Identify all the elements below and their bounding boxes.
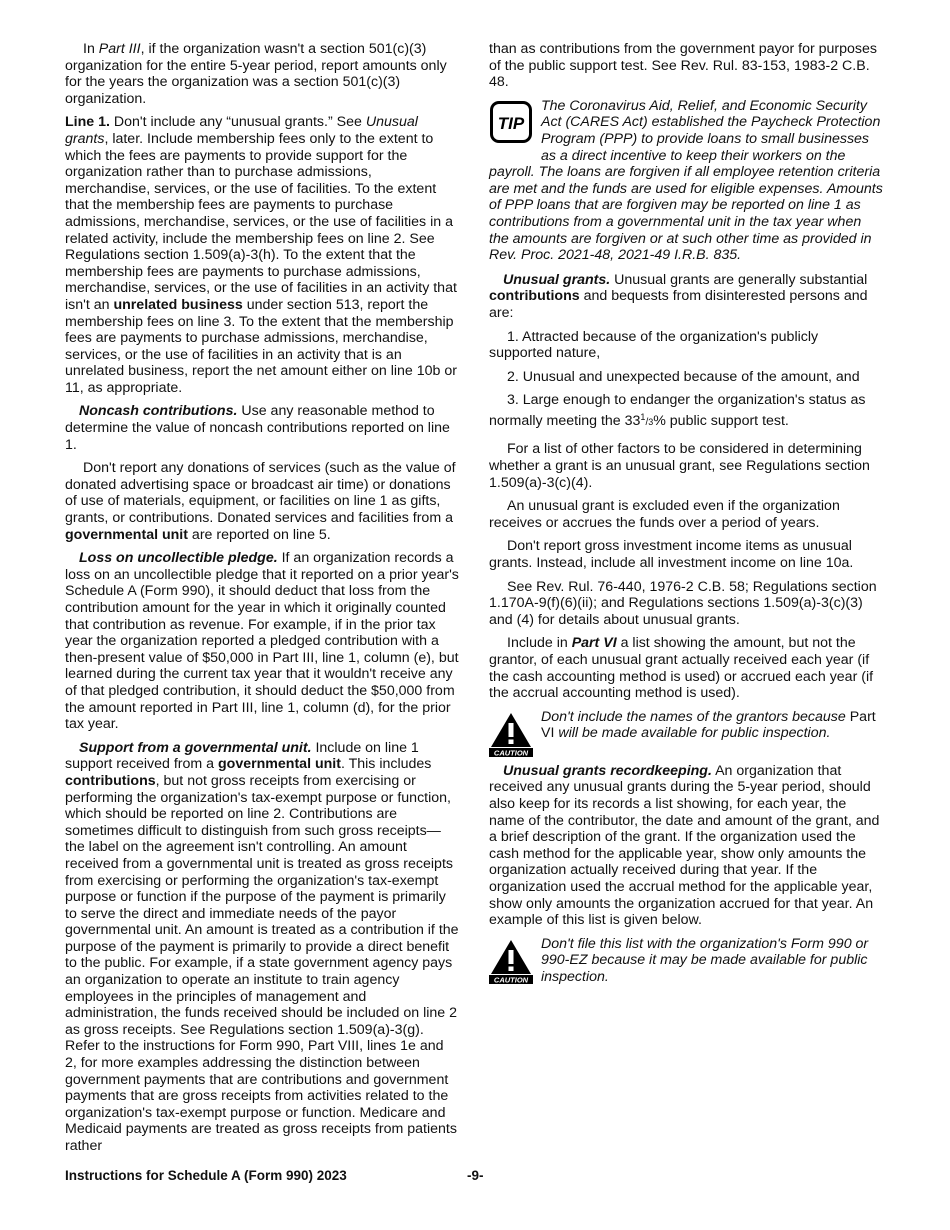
governmental-unit-paragraph: Support from a governmental unit. Include on line 1 support received from a governmental unit. This includes contributions, but not gross receipts from exercising or performing the organization's tax-exempt purpose or function, which should be reported on line 2. Contributions are sometimes difficult to distinguish from such gross receipts—the label on the agreement isn't controlling. An amount received from a governmental unit is treated as gross receipts from exercising or performing the organization's tax-exempt purpose or function if the purpose of the payment is primarily to serve the direct and immediate needs of the payor governmental unit. An amount is treated as a contribution if the purpose of the payment is primarily to provide a direct benefit to the public. For example, if a state government agency pays an organization to operate an institute to train agency employees in the principles of management and administration, the funds received should be included on line 2 as gross receipts. See Regulations section 1.509(a)-3(g). Refer to the instructions for Form 990, Part VIII, lines 1e and 2, for more examples addressing the distinction between government payments that are contributions and government payments that are gross receipts from activities related to the organization's tax-exempt purpose or function. Medicare and Medicaid payments are treated as gross receipts from patients rather	[65, 739, 459, 1154]
caution-note-grantors	[489, 709, 884, 755]
svg-text:CAUTION: CAUTION	[493, 748, 529, 757]
left-column	[65, 41, 459, 1155]
line-1-paragraph: Line 1. Don't include any “unusual grants.” See Unusual grants, later. Include membership fees only to the extent to which the fees are payments to provide support for the organization rather than to purchase admissions, merchandise, services, or the use of facilities. To the extent that the membership fees are payments to purchase admissions, merchandise, services, or the use of facilities in a related activity, include the membership fees on line 2. See Regulations section 1.509(a)-3(h). To the extent that the membership fees are payments to purchase admissions, merchandise, services, or the use of facilities in an activity that isn't an unrelated business under section 513, report the membership fees on line 3. To the extent that the membership fees are payments to purchase admissions, merchandise, services, or the use of facilities in an activity that is an unrelated business, report the net amount either on line 10b or 11, as appropriate.	[65, 114, 457, 396]
noncash-contributions-paragraph: Noncash contributions. Use any reasonable method to determine the value of noncash contributions reported on line 1.	[65, 403, 450, 453]
recordkeeping-heading: Unusual grants recordkeeping.	[503, 762, 712, 779]
footer-title: Instructions for Schedule A (Form 990) 2023	[65, 1168, 347, 1183]
unusual-grants-paragraph: Unusual grants. Unusual grants are generally substantial contributions and bequests from disinterested persons and are:	[489, 271, 868, 321]
factors-paragraph: For a list of other factors to be considered in determining whether a grant is an unusual grant, see Regulations section 1.509(a)-3(c)(4).	[489, 441, 870, 491]
recordkeeping-paragraph: Unusual grants recordkeeping. An organization that received any unusual grants during the 5-year period, should also keep for its records a list showing, for each year, the name of the contributor, the date and amount of the grant, and a brief description of the grant. If the organization used the cash method for the applicable year, show only amounts the organization actually received during that year. If the organization used the accrual method for the applicable year, show only amounts the organization accrued for that year. An example of this list is given below.	[489, 762, 880, 929]
unusual-grants-heading: Unusual grants.	[503, 271, 611, 288]
part-iii-paragraph: In Part III, if the organization wasn't a section 501(c)(3) organization for the entire 5-year period, report amounts only for the years the organization was a section 501(c)(3) organization.	[65, 41, 447, 107]
page-footer	[65, 1168, 885, 1185]
caution-text: Don't include the names of the grantors because Part VI will be made available for public inspection.	[541, 708, 876, 742]
page-number: -9-	[467, 1168, 484, 1183]
excluded-paragraph: An unusual grant is excluded even if the organization receives or accrues the funds over a period of years.	[489, 498, 840, 531]
tip-text: The Coronavirus Aid, Relief, and Economic Security Act (CARES Act) established the Paycheck Protection Program (PPP) to provide loans to small businesses as a direct incentive to keep their workers on the payroll. The loans are forgiven if all employee retention criteria are met and the funds are used for eligible expenses. Amounts of PPP loans that are forgiven may be reported on line 1 as contributions from a governmental unit in the tax year when the amounts are forgiven or at such other time as provided in Rev. Proc. 2021-48, 2021-49 I.R.B. 835.	[489, 97, 883, 264]
include-part-vi-paragraph: Include in Part VI a list showing the amount, but not the grantor, of each unusual grant actually received each year (if the cash accounting method is used) or accrued each year (if the accrual accounting method is used).	[489, 635, 874, 702]
right-column	[489, 41, 884, 994]
list-item: 3. Large enough to endanger the organization's status as normally meeting the $33^1/3\%$ public support test.	[489, 392, 866, 429]
tip-icon	[489, 100, 533, 149]
donated-services-paragraph: Don't report any donations of services (such as the value of donated advertising space or broadcast air time) or donations of use of materials, equipment, or facilities on line 1 as gifts, grants, or contributions. Donated services and facilities from a governmental unit are reported on line 5.	[65, 460, 456, 543]
loss-heading: Loss on uncollectible pledge.	[79, 550, 278, 567]
list-item: 1. Attracted because of the organization's publicly supported nature,	[489, 328, 819, 362]
noncash-heading: Noncash contributions.	[79, 403, 238, 420]
list-item: 2. Unusual and unexpected because of the amount, and	[507, 368, 860, 385]
support-heading: Support from a governmental unit.	[79, 739, 312, 756]
line-1-heading: Line 1.	[65, 114, 110, 131]
tip-note	[489, 98, 884, 264]
svg-text:CAUTION: CAUTION	[493, 975, 529, 984]
caution-text: Don't file this list with the organization's Form 990 or 990-EZ because it may be made available for public inspection.	[541, 935, 869, 985]
continuation-paragraph: than as contributions from the government payor for purposes of the public support test. See Rev. Rul. 83-153, 1983-2 C.B. 48.	[489, 41, 878, 91]
caution-note-filing	[489, 936, 884, 986]
see-rev-rul-paragraph: See Rev. Rul. 76-440, 1976-2 C.B. 58; Regulations section 1.170A-9(f)(6)(ii); and Regulations sections 1.509(a)-3(c)(3) and (4) for details about unusual grants.	[489, 578, 877, 628]
caution-icon	[489, 938, 533, 989]
investment-income-paragraph: Don't report gross investment income items as unusual grants. Instead, include all investment income on line 10a.	[489, 538, 854, 572]
svg-text:TIP: TIP	[497, 113, 525, 133]
uncollectible-pledge-paragraph: Loss on uncollectible pledge. If an organization records a loss on an uncollectible pledge that it reported on a prior year's Schedule A (Form 990), it should deduct that loss from the contribution amount for the year in which it originally counted that contribution as revenue. For example, if in the prior tax year the organization reported a pledged contribution with a then-present value of $50,000 in Part III, line 1, column (e), but learned during the current tax year that it wouldn't receive any of that pledged contribution, it should deduct the $50,000 from the amount reported in Part III, line 1, column (d), for the prior tax year.	[65, 550, 459, 733]
caution-icon	[489, 711, 533, 762]
